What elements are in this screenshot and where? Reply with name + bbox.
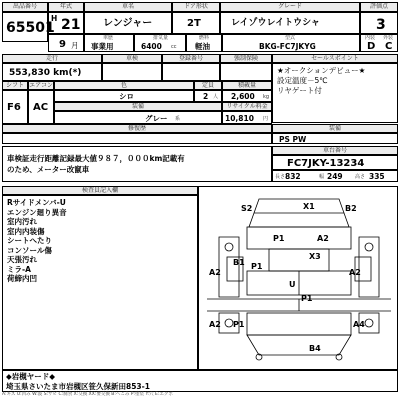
- inspect-list-label-cell: [2, 186, 198, 195]
- model-label: 型式: [285, 35, 296, 41]
- mileage-label-cell: [2, 54, 102, 63]
- sales-point-cell: [272, 63, 398, 123]
- sales-label: セールスポイント: [311, 55, 359, 62]
- doors-cell: [172, 12, 220, 34]
- chassis-cell: [272, 155, 398, 170]
- int-ext-cell: [360, 34, 398, 52]
- shift-label: シフト: [5, 82, 24, 89]
- mark-u: U: [289, 280, 296, 289]
- mileage: 553,830 km(*): [9, 68, 82, 78]
- year-cell: [48, 12, 84, 34]
- inspect-cell: [102, 63, 162, 81]
- recycle-fee: 10,810: [225, 114, 254, 123]
- yard-name: ◆岩槻ヤード◆: [6, 372, 56, 381]
- inspect-label: 車検: [125, 55, 138, 62]
- height-label: 高さ: [355, 174, 366, 180]
- score-cell: [360, 12, 398, 34]
- color-label-cell: [54, 81, 194, 90]
- mark-b2: B2: [345, 204, 357, 213]
- forced-label-cell: [220, 54, 272, 63]
- height: 335: [369, 172, 385, 181]
- month-unit: 月: [71, 41, 79, 50]
- equip-label: 装備: [328, 125, 341, 132]
- history-cell: [2, 133, 272, 144]
- legend: A:キズ U:凹み W:波 S:サビ C:腐食 X:交換 XX:要交換 B:へこみ P:塗装 Y:穴 E:エクボ: [2, 392, 173, 397]
- mileage-cell: [2, 63, 102, 81]
- ext-label: 外装: [383, 35, 394, 41]
- recycle-label: リサイクル料金: [226, 103, 268, 110]
- model: BKG-FC7JKYG: [259, 42, 316, 51]
- grade: レイゾウレイトウシャ: [231, 18, 320, 28]
- name-cell: [84, 12, 172, 34]
- regist-label: 登録番号: [178, 55, 203, 62]
- wheel: グレー: [145, 114, 168, 123]
- inspect-list-label: 検査員記入欄: [81, 187, 118, 194]
- yard-address: 埼玉県さいたま市岩槻区笹久保新田853-1: [6, 382, 150, 391]
- fee-unit: 円: [263, 116, 269, 122]
- wheel-cell: [54, 111, 222, 124]
- month: 9: [59, 39, 66, 50]
- shift-cell: [2, 90, 28, 124]
- year: 21: [61, 17, 81, 33]
- forced-cell: [220, 63, 272, 81]
- truck-diagram: [199, 187, 399, 371]
- shift: F6: [7, 102, 21, 113]
- use-cell: [84, 34, 134, 52]
- load-unit: kg: [263, 94, 270, 100]
- inspect-label-cell: [102, 54, 162, 63]
- int-label: 内装: [365, 35, 376, 41]
- capacity-unit: 人: [213, 94, 219, 100]
- fuel-cell: [186, 34, 222, 52]
- regist-label-cell: [162, 54, 220, 63]
- use-label: 車歴: [103, 35, 114, 41]
- mark-a2-b: A2: [209, 268, 221, 277]
- score-label: 評価点: [369, 3, 388, 10]
- mark-a2-a: A2: [317, 234, 329, 243]
- inspect-item: 室内内装傷: [7, 226, 45, 236]
- cc-cell: [134, 34, 186, 52]
- cc-label: 排気量: [153, 35, 169, 41]
- cc-unit: cc: [171, 44, 177, 50]
- chassis-number: FC7JKY-13234: [287, 158, 365, 169]
- note-line-1: 車検証走行距離記録最大値９８７，０００km記載有: [7, 154, 185, 163]
- doors: 2T: [187, 18, 201, 29]
- grade-cell: [220, 12, 360, 34]
- inspect-item: コンソール傷: [7, 245, 52, 255]
- mark-p1-c: P1: [301, 294, 313, 303]
- lot-cell: [2, 12, 55, 42]
- doors-label-cell: [172, 2, 220, 12]
- mark-a4: A4: [353, 320, 365, 329]
- month-cell: [48, 34, 84, 52]
- color-label: 色: [120, 82, 127, 89]
- lot-label: 出品番号: [12, 3, 37, 10]
- load-label-cell: [222, 81, 272, 90]
- sales-point-3: リヤゲート付: [277, 86, 322, 95]
- load-cell: [222, 90, 272, 102]
- mark-x3: X3: [309, 252, 321, 261]
- car-diagram-cell: [198, 186, 398, 370]
- dimensions-cell: [272, 170, 398, 182]
- recycle-label-cell: [222, 102, 272, 111]
- equip-cell: [272, 133, 398, 144]
- mark-x1: X1: [303, 202, 315, 211]
- name-label-cell: [84, 2, 172, 12]
- inspect-item: シートへたり: [7, 236, 52, 245]
- year-label: 年式: [59, 3, 72, 10]
- doors-label: ドア形状: [184, 3, 208, 10]
- wheel-unit: 系: [175, 116, 181, 122]
- fuel-label: 燃料: [199, 35, 210, 41]
- length: 832: [285, 172, 301, 181]
- chassis-label: 車台番号: [322, 147, 347, 154]
- mark-p1-b: P1: [251, 262, 263, 271]
- inspect-item: エンジン廻り異音: [7, 207, 67, 217]
- grade-label: グレード: [277, 3, 302, 10]
- era: H: [51, 14, 58, 23]
- equip-label-cell: [272, 124, 398, 133]
- cc: 6400: [141, 42, 162, 51]
- grade-label-cell: [220, 2, 360, 12]
- history-label-cell: [2, 124, 272, 133]
- ac-label: エアコン: [29, 82, 53, 89]
- regist-cell: [162, 63, 220, 81]
- forced-label: 強制保険: [233, 55, 258, 62]
- chassis-label-cell: [272, 146, 398, 155]
- wheel-label: 装備: [131, 103, 144, 110]
- cap-label: 定員: [201, 82, 214, 89]
- mark-p1-d: P1: [233, 320, 245, 329]
- int-grade: D: [367, 41, 376, 52]
- ac-label-cell: [28, 81, 54, 90]
- sales-point-2: 設定温度－5℃: [277, 76, 328, 85]
- fee-cell: [222, 111, 272, 124]
- mark-b4: B4: [309, 344, 321, 353]
- note-line-2: のため、メーター改竄車: [7, 165, 90, 174]
- sales-label-cell: [272, 54, 398, 63]
- mark-p1-a: P1: [273, 234, 285, 243]
- equipment: PS PW: [279, 135, 307, 144]
- color-cell: [54, 90, 194, 102]
- inspect-item: 天張汚れ: [7, 255, 37, 264]
- lot-label-cell: [2, 2, 48, 12]
- load: 2,600: [231, 92, 255, 101]
- notes-cell: [2, 146, 272, 182]
- ext-grade: C: [385, 41, 393, 52]
- sales-point-1: ★オークションデビュー★: [277, 66, 366, 75]
- length-label: 長さ: [275, 174, 286, 180]
- inspect-item: 室内汚れ: [7, 217, 37, 226]
- color: シロ: [119, 92, 134, 101]
- cap-cell: [194, 90, 222, 102]
- use: 事業用: [91, 42, 114, 51]
- inspect-item: Rサイドメンバ-U: [7, 198, 66, 207]
- model-cell: [222, 34, 360, 52]
- shift-label-cell: [2, 81, 28, 90]
- load-label: 積載量: [237, 82, 256, 89]
- year-label-cell: [48, 2, 84, 12]
- cap-label-cell: [194, 81, 222, 90]
- width-label: 幅: [319, 174, 325, 180]
- car-name: レンジャー: [103, 18, 153, 29]
- mark-a2-d: A2: [209, 320, 221, 329]
- inspect-list: [2, 195, 198, 370]
- lot-number: 65501: [6, 20, 55, 36]
- mark-a2-c: A2: [349, 268, 361, 277]
- width: 249: [327, 172, 343, 181]
- mileage-label: 走行: [45, 55, 58, 62]
- ac-cell: [28, 90, 54, 124]
- score-label-cell: [360, 2, 398, 12]
- wheel-label-cell: [54, 102, 222, 111]
- history-label: 修復歴: [127, 125, 146, 132]
- capacity: 2: [203, 92, 209, 101]
- score: 3: [376, 17, 386, 33]
- inspect-item: 荷締内凹: [7, 274, 37, 283]
- footer-cell: [2, 370, 398, 392]
- inspect-item: ミラ-A: [7, 264, 31, 274]
- mark-b1: B1: [233, 258, 245, 267]
- fuel: 軽油: [195, 42, 210, 51]
- ac: AC: [33, 102, 49, 113]
- name-label: 車名: [121, 3, 134, 10]
- mark-s2: S2: [241, 204, 253, 213]
